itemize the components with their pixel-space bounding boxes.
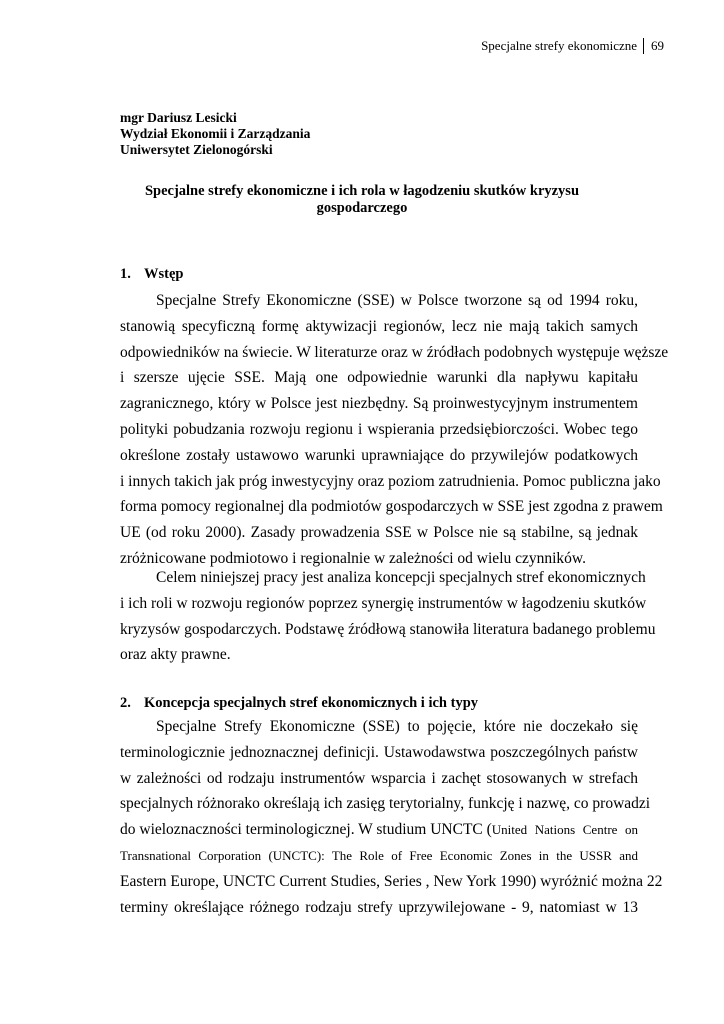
text-line: oraz akty prawne.	[120, 646, 231, 664]
section-1-paragraph-2	[120, 565, 656, 668]
text-line: Celem niniejszej pracy jest analiza koncepcji specjalnych stref ekonomicznych	[156, 569, 646, 586]
section-2-paragraph-1	[120, 714, 663, 920]
author-department: Wydział Ekonomii i Zarządzania	[120, 126, 311, 141]
text-line	[120, 817, 638, 843]
text-line: polityki pobudzania rozwoju regionu i wspierania przedsiębiorczości. Wobec tego	[120, 420, 638, 438]
page-number: 69	[651, 38, 664, 53]
author-university: Uniwersytet Zielonogórski	[120, 142, 273, 157]
text-line: Specjalne Strefy Ekonomiczne (SSE) to pojęcie, które nie doczekało się	[156, 718, 638, 735]
author-block	[120, 110, 310, 158]
section-title: Wstęp	[144, 266, 184, 282]
running-title: Specjalne strefy ekonomiczne	[481, 38, 637, 53]
section-title: Koncepcja specjalnych stref ekonomicznych i ich typy	[144, 695, 479, 711]
text-line: i innych takich jak próg inwestycyjny oraz poziom zatrudnienia. Pomoc publiczna jako	[120, 472, 661, 490]
text-line: specjalnych różnorako określają ich zasięg terytorialny, funkcję i nazwę, co prowadzi	[120, 795, 651, 813]
section-number: 2.	[120, 695, 131, 711]
text-line: terminologicznie jednoznacznej definicji. Ustawodawstwa poszczególnych państw	[120, 743, 638, 761]
running-header	[481, 38, 664, 54]
paper-title-line-2: gospodarczego	[316, 200, 408, 216]
section-1-heading	[120, 266, 183, 283]
header-divider	[643, 38, 644, 54]
section-number: 1.	[120, 266, 131, 282]
citation-span: United Nations Centre on	[491, 822, 638, 838]
citation-line: Transnational Corporation (UNCTC): The Role of Free Economic Zones in the USSR and	[120, 847, 638, 863]
text-line: zagranicznego, który w Polsce jest niezbędny. Są proinwestycyjnym instrumentem	[120, 395, 638, 413]
paper-title	[120, 183, 604, 217]
text-line: i szersze ujęcie SSE. Mają one odpowiednie warunki dla napływu kapitału	[120, 369, 638, 387]
text-line: odpowiedników na świecie. W literaturze oraz w źródłach podobnych występuje węższe	[120, 343, 669, 361]
text-line: określone zostały ustawowo warunki uprawniające do przywilejów podatkowych	[120, 446, 638, 464]
text-line: forma pomocy regionalnej dla podmiotów gospodarczych w SSE jest zgodna z prawem	[120, 498, 663, 516]
text-line: Eastern Europe, UNCTC Current Studies, Series , New York 1990) wyróżnić można 22	[120, 872, 663, 890]
text-line: UE (od roku 2000). Zasady prowadzenia SSE w Polsce nie są stabilne, są jednak	[120, 524, 638, 542]
text-line: Specjalne Strefy Ekonomiczne (SSE) w Polsce tworzone są od 1994 roku,	[156, 292, 638, 309]
text-line: i ich roli w rozwoju regionów poprzez synergię instrumentów w łagodzeniu skutków	[120, 594, 647, 612]
text-line: kryzysów gospodarczych. Podstawę źródłową stanowiła literatura badanego problemu	[120, 620, 656, 638]
author-name: mgr Dariusz Lesicki	[120, 110, 237, 125]
text-line: zróżnicowane podmiotowo i regionalnie w zależności od wielu czynników.	[120, 549, 586, 567]
text-span: do wieloznaczności terminologicznej. W studium UNCTC (	[120, 821, 492, 839]
text-line: stanowią specyficzną formę aktywizacji regionów, lecz nie mają takich samych	[120, 317, 638, 335]
paper-title-line-1: Specjalne strefy ekonomiczne i ich rola w łagodzeniu skutków kryzysu	[144, 183, 580, 199]
section-2-heading	[120, 695, 478, 712]
section-1-paragraph-1	[120, 288, 669, 572]
text-line: w zależności od rodzaju instrumentów wsparcia i zachęt stosowanych w strefach	[120, 769, 638, 787]
text-line: terminy określające różnego rodzaju strefy uprzywilejowane - 9, natomiast w 13	[120, 898, 638, 916]
